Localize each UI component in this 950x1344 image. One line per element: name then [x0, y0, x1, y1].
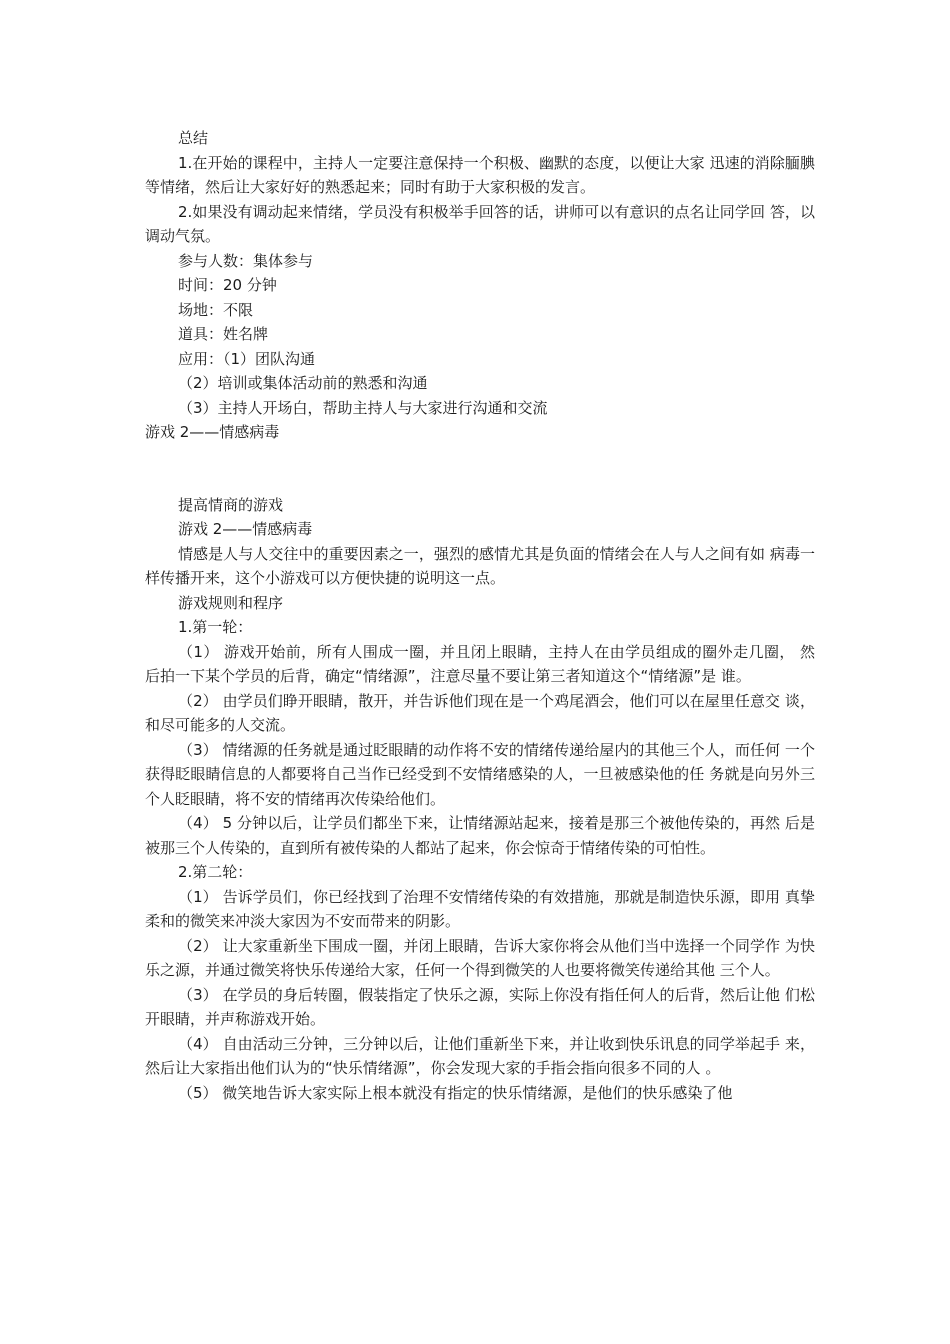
- props-line: 道具：姓名牌: [178, 325, 269, 343]
- time-line: 时间：20 分钟: [178, 276, 277, 294]
- intro-paragraph: 情感是人与人交往中的重要因素之一，强烈的感情尤其是负面的情绪会在人与人之间有如 病毒一样传播开来，这个小游戏可以方便快捷的说明这一点。: [145, 544, 815, 587]
- application-line: 应用：（1）团队沟通: [178, 349, 316, 368]
- summary-item-2: 2.如果没有调动起来情绪，学员没有积极举手回答的话，讲师可以有意识的点名让同学回 答，以调动气氛。: [145, 202, 815, 245]
- round2-step-4: （4） 自由活动三分钟，三分钟以后，让他们重新坐下来，并让收到快乐讯息的同学举起手 来，然后让大家指出他们认为的“快乐情绪源”，你会发现大家的手指会指向很多不同的人 。: [145, 1034, 815, 1077]
- round1-step-3: （3） 情绪源的任务就是通过眨眼睛的动作将不安的情绪传递给屋内的其他三个人，而任何 一个获得眨眼睛信息的人都要将自己当作已经受到不安情绪感染的人，一旦被感染他的任 务就是向另外三个人眨眼睛，将不安的情绪再次传染给他们。: [145, 740, 815, 808]
- round2-step-5: （5） 微笑地告诉大家实际上根本就没有指定的快乐情绪源，是他们的快乐感染了他: [178, 1083, 733, 1102]
- rules-heading: 游戏规则和程序: [178, 593, 284, 612]
- venue-line: 场地：不限: [178, 300, 254, 319]
- round1-step-2: （2） 由学员们睁开眼睛，散开，并告诉他们现在是一个鸡尾酒会，他们可以在屋里任意交 谈，和尽可能多的人交流。: [145, 691, 815, 734]
- round2-step-1: （1） 告诉学员们，你已经找到了治理不安情绪传染的有效措施，那就是制造快乐源，即用 真挚柔和的微笑来冲淡大家因为不安而带来的阴影。: [145, 887, 815, 930]
- participants-line: 参与人数：集体参与: [178, 251, 314, 270]
- round1-step-1: （1） 游戏开始前，所有人围成一圈，并且闭上眼睛，主持人在由学员组成的圈外走几圈， 然 后拍一下某个学员的后背，确定“情绪源”，注意尽量不要让第三者知道这个“情绪源”是 谁。: [145, 642, 815, 685]
- application-item-3: （3）主持人开场白，帮助主持人与大家进行沟通和交流: [178, 398, 548, 417]
- document-body: [145, 126, 815, 1105]
- game-title-1: 游戏 2——情感病毒: [145, 423, 280, 441]
- section-spacer: [145, 445, 815, 493]
- round2-heading: 2.第二轮：: [178, 863, 253, 881]
- application-item-2: （2）培训或集体活动前的熟悉和沟通: [178, 374, 428, 392]
- round2-step-2: （2） 让大家重新坐下围成一圈，并闭上眼睛，告诉大家你将会从他们当中选择一个同学作 为快乐之源，并通过微笑将快乐传递给大家，任何一个得到微笑的人也要将微笑传递给其他 三个人。: [145, 936, 815, 979]
- round2-step-3: （3） 在学员的身后转圈，假装指定了快乐之源，实际上你没有指任何人的后背，然后让他 们松开眼睛，并声称游戏开始。: [145, 985, 815, 1028]
- round1-heading: 1.第一轮：: [178, 618, 253, 636]
- summary-heading: 总结: [178, 129, 209, 147]
- summary-item-1: 1.在开始的课程中，主持人一定要注意保持一个积极、幽默的态度，以便让大家 迅速的消除腼腆等情绪，然后让大家好好的熟悉起来；同时有助于大家积极的发言。: [145, 153, 815, 196]
- round1-step-4: （4） 5 分钟以后，让学员们都坐下来，让情绪源站起来，接着是那三个被他传染的，再然 后是被那三个人传染的，直到所有被传染的人都站了起来，你会惊奇于情绪传染的可怕性。: [145, 814, 815, 857]
- section-heading: 提高情商的游戏: [178, 495, 284, 514]
- game-title-2: 游戏 2——情感病毒: [178, 520, 313, 538]
